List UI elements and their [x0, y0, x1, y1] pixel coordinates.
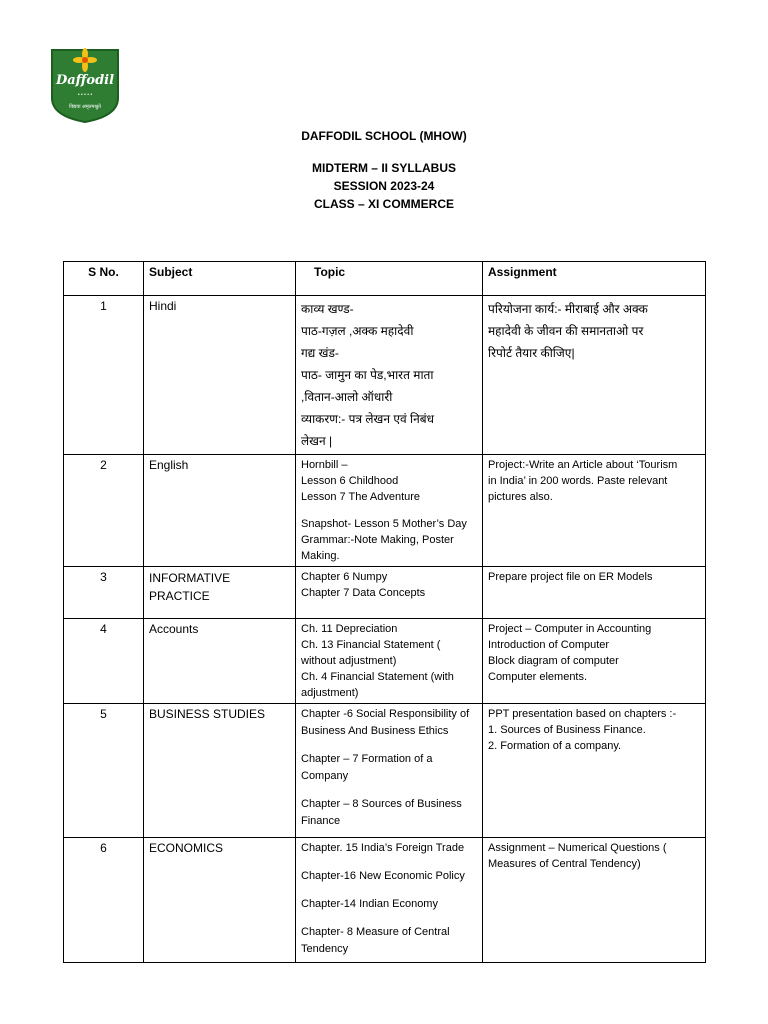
topic-line: Making. — [301, 550, 340, 562]
subject-line: PRACTICE — [149, 589, 210, 603]
assignment-line: महादेवी के जीवन की समानताओ पर — [488, 324, 644, 338]
subject-cell: BUSINESS STUDIES — [144, 704, 296, 838]
table-row — [64, 296, 706, 455]
topic-cell — [296, 455, 483, 567]
topic-line: Grammar:-Note Making, Poster — [301, 534, 454, 546]
topic-line: Chapter- 8 Measure of Central — [301, 926, 450, 938]
sno-cell: 2 — [64, 455, 144, 567]
topic-line: Chapter-16 New Economic Policy — [301, 870, 465, 882]
topic-line: adjustment) — [301, 687, 359, 699]
topic-cell — [296, 296, 483, 455]
syllabus-table — [63, 261, 706, 963]
assignment-line: Computer elements. — [488, 671, 588, 683]
topic-line: व्याकरण:- पत्र लेखन एवं निबंध — [301, 412, 434, 426]
topic-cell — [296, 567, 483, 619]
topic-line: Snapshot- Lesson 5 Mother’s Day — [301, 518, 467, 530]
logo-motto: विद्यया अमृतमश्नुते — [69, 104, 101, 110]
topic-line: Finance — [301, 815, 341, 827]
assignment-line: PPT presentation based on chapters :- — [488, 708, 677, 720]
class-title: CLASS – XI COMMERCE — [313, 197, 454, 211]
subject-cell: ECONOMICS — [144, 838, 296, 963]
table-header-row — [64, 262, 706, 296]
col-header-assignment: Assignment — [483, 262, 706, 296]
col-header-topic: Topic — [296, 262, 483, 296]
assignment-cell — [483, 704, 706, 838]
topic-line: Lesson 7 The Adventure — [301, 491, 421, 503]
topic-line: लेखन | — [301, 434, 333, 448]
assignment-line: परियोजना कार्य:- मीराबाई और अक्क — [488, 302, 648, 316]
subject-cell — [144, 567, 296, 619]
table-row — [64, 838, 706, 963]
table-row — [64, 704, 706, 838]
assignment-line: Block diagram of computer — [488, 655, 619, 667]
assignment-line: pictures also. — [488, 491, 553, 503]
topic-line: Tendency — [301, 943, 349, 955]
topic-line: पाठ-गज़ल ,अक्क महादेवी — [301, 324, 414, 338]
topic-line: पाठ- जामुन का पेड,भारत माता — [301, 368, 434, 382]
col-header-subject: Subject — [144, 262, 296, 296]
topic-line: ,वितान-आलो ऑधारी — [301, 390, 393, 404]
table-row — [64, 455, 706, 567]
assignment-line: Project – Computer in Accounting — [488, 623, 652, 635]
assignment-line: Project:-Write an Article about ‘Tourism — [488, 459, 678, 471]
session-title: SESSION 2023-24 — [333, 179, 435, 193]
assignment-cell — [483, 296, 706, 455]
subject-cell: Hindi — [144, 296, 296, 455]
assignment-line: 2. Formation of a company. — [488, 740, 622, 752]
assignment-cell — [483, 567, 706, 619]
logo-brand-text: Daffodil — [55, 73, 115, 88]
topic-line: गद्य खंड- — [301, 346, 339, 360]
assignment-line: in India’ in 200 words. Paste relevant — [488, 475, 668, 487]
topic-line: Chapter 6 Numpy — [301, 571, 388, 583]
topic-line: Ch. 11 Depreciation — [301, 623, 398, 635]
assignment-line: Measures of Central Tendency) — [488, 858, 641, 870]
topic-line: काव्य खण्ड- — [301, 302, 354, 316]
topic-line: Hornbill – — [301, 459, 348, 471]
topic-line: Chapter-14 Indian Economy — [301, 898, 438, 910]
exam-title: MIDTERM – II SYLLABUS — [311, 161, 456, 175]
table-row — [64, 619, 706, 704]
sno-cell: 6 — [64, 838, 144, 963]
topic-line: without adjustment) — [301, 655, 397, 667]
assignment-cell — [483, 619, 706, 704]
topic-line: Lesson 6 Childhood — [301, 475, 399, 487]
subject-cell: English — [144, 455, 296, 567]
school-name: DAFFODIL SCHOOL (MHOW) — [301, 129, 467, 143]
topic-line: Ch. 4 Financial Statement (with — [301, 671, 454, 683]
assignment-cell — [483, 838, 706, 963]
sno-cell: 4 — [64, 619, 144, 704]
topic-line: Chapter. 15 India’s Foreign Trade — [301, 842, 465, 854]
assignment-line: Introduction of Computer — [488, 639, 610, 651]
topic-cell — [296, 704, 483, 838]
col-header-sno: S No. — [64, 262, 144, 296]
assignment-line: Prepare project file on ER Models — [488, 571, 653, 583]
assignment-line: Assignment – Numerical Questions ( — [488, 842, 667, 854]
assignment-cell — [483, 455, 706, 567]
topic-line: Chapter 7 Data Concepts — [301, 587, 426, 599]
school-logo — [48, 46, 122, 124]
sno-cell: 1 — [64, 296, 144, 455]
topic-line: Business And Business Ethics — [301, 725, 449, 737]
topic-line: Chapter – 8 Sources of Business — [301, 798, 462, 810]
table-row — [64, 567, 706, 619]
assignment-line: 1. Sources of Business Finance. — [488, 724, 646, 736]
sno-cell: 5 — [64, 704, 144, 838]
svg-text:• • • • •: • • • • • — [77, 92, 93, 98]
topic-line: Company — [301, 770, 349, 782]
topic-cell — [296, 619, 483, 704]
subject-line: INFORMATIVE — [149, 571, 231, 585]
assignment-line: रिपोर्ट तैयार कीजिए| — [488, 346, 575, 360]
topic-line: Chapter – 7 Formation of a — [301, 753, 433, 765]
topic-line: Ch. 13 Financial Statement ( — [301, 639, 441, 651]
topic-line: Chapter -6 Social Responsibility of — [301, 708, 470, 720]
sno-cell: 3 — [64, 567, 144, 619]
topic-cell — [296, 838, 483, 963]
header-block — [0, 159, 768, 213]
subject-cell: Accounts — [144, 619, 296, 704]
